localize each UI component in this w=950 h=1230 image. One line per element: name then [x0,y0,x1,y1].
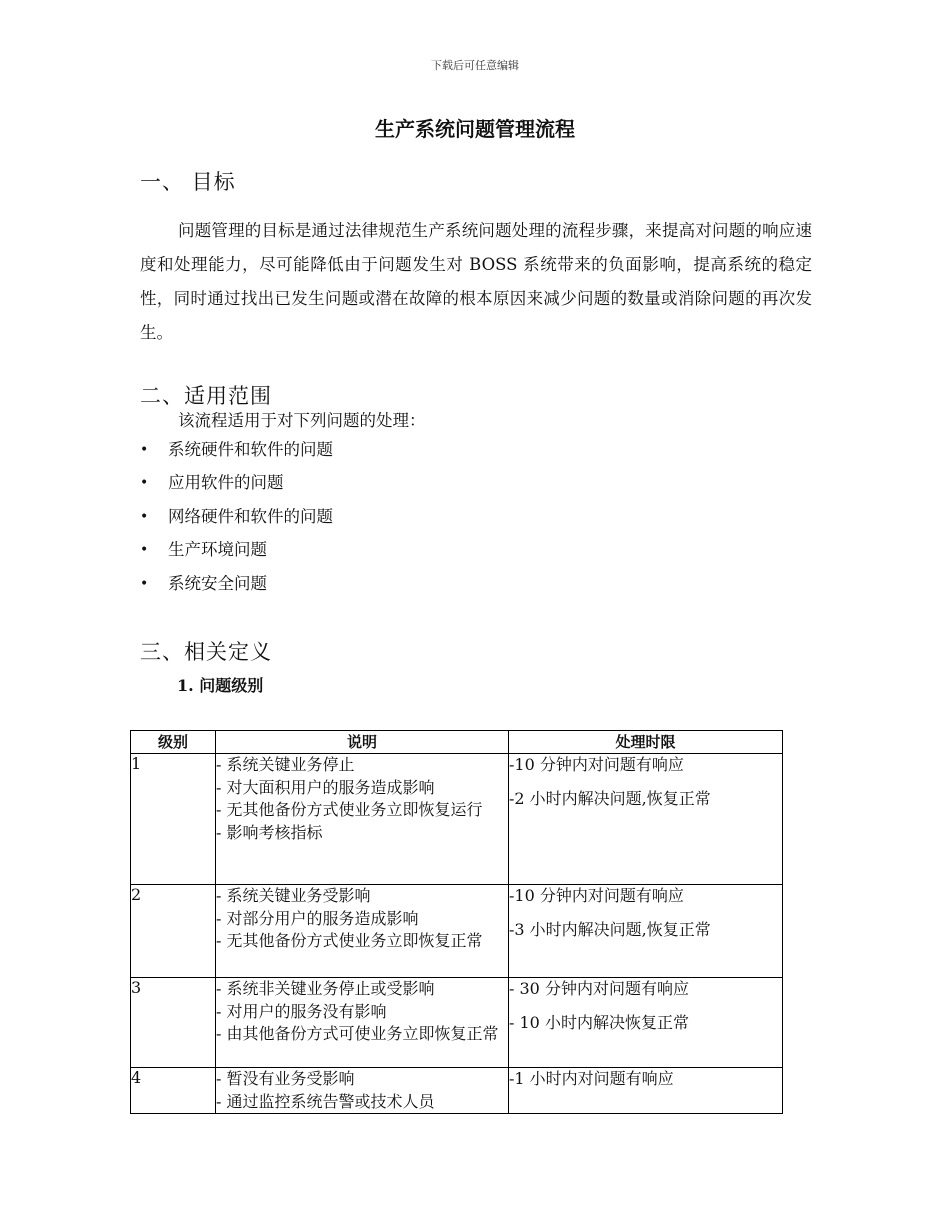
list-item-text: 生产环境问题 [168,540,267,560]
header-note: 下载后可任意编辑 [431,59,519,72]
table-row [131,978,783,1068]
description-line: - 影响考核指标 [216,822,323,842]
time-limit-line: -1 小时内对问题有响应 [509,1069,674,1088]
scope-list [140,436,333,603]
description-cell [216,978,509,1068]
bullet-icon: • [140,475,149,492]
column-header-description: 说明 [216,731,509,754]
description-line: - 系统关键业务受影响 [216,886,371,905]
goal-paragraph: 问题管理的目标是通过法律规范生产系统问题处理的流程步骤，来提高对问题的响应速度和处理能力，尽可能降低由于问题发生对 BOSS 系统带来的负面影响，提高系统的稳定性，同时通过找出已发生问题或潜在故障的根本原因来减少问题的数量或消除问题的再次发生。 [140,221,812,342]
time-limit-cell [509,978,783,1068]
time-limit-line: -3 小时内解决问题,恢复正常 [509,919,711,939]
list-item-text: 系统安全问题 [168,573,267,593]
list-item [140,570,333,603]
time-limit-line: -10 分钟内对问题有响应 [509,886,684,905]
description-line: - 对用户的服务没有影响 [216,1001,387,1021]
level-cell: 3 [131,978,216,1068]
time-limit-cell [509,885,783,978]
description-line: - 系统关键业务停止 [216,755,355,774]
time-limit-cell [509,754,783,885]
level-cell: 1 [131,754,216,885]
column-header-level: 级别 [131,731,216,754]
time-limit-line: -2 小时内解决问题,恢复正常 [509,788,711,808]
level-cell: 4 [131,1068,216,1114]
description-line: - 对大面积用户的服务造成影响 [216,777,435,797]
description-line: - 无其他备份方式使业务立即恢复正常 [216,931,483,950]
description-line: - 系统非关键业务停止或受影响 [216,979,435,998]
section-heading-goal: 一、 目标 [140,170,236,194]
scope-intro: 该流程适用于对下列问题的处理： [178,411,426,430]
list-item [140,536,333,569]
bullet-icon: • [140,575,149,592]
list-item [140,469,333,502]
problem-level-table [130,730,783,1114]
list-item-text: 系统硬件和软件的问题 [168,440,333,459]
description-cell [216,754,509,885]
list-item [140,436,333,469]
list-item-text: 应用软件的问题 [168,473,284,493]
description-cell [216,885,509,978]
table-row [131,754,783,885]
table-header-row [131,731,783,754]
list-item [140,503,333,536]
level-cell: 2 [131,885,216,978]
time-limit-line: - 10 小时内解决恢复正常 [509,1012,689,1032]
bullet-icon: • [140,508,149,525]
subheading-problem-level: 1. 问题级别 [177,676,264,695]
section-heading-scope: 二、适用范围 [140,384,272,408]
description-cell [216,1068,509,1114]
description-line: - 通过监控系统告警或技术人员 [216,1091,435,1111]
bullet-icon: • [140,542,149,559]
document-title: 生产系统问题管理流程 [375,117,575,141]
column-header-time-limit: 处理时限 [509,731,783,754]
bullet-icon: • [140,442,149,458]
table-row [131,885,783,978]
time-limit-line: - 30 分钟内对问题有响应 [509,979,689,998]
section-heading-definitions: 三、相关定义 [140,640,272,664]
description-line: - 由其他备份方式可使业务立即恢复正常 [216,1024,499,1043]
list-item-text: 网络硬件和软件的问题 [168,506,333,526]
description-line: - 暂没有业务受影响 [216,1069,355,1088]
description-line: - 无其他备份方式使业务立即恢复运行 [216,800,483,819]
time-limit-cell [509,1068,783,1114]
table-row [131,1068,783,1114]
time-limit-line: -10 分钟内对问题有响应 [509,755,684,774]
description-line: - 对部分用户的服务造成影响 [216,908,419,928]
